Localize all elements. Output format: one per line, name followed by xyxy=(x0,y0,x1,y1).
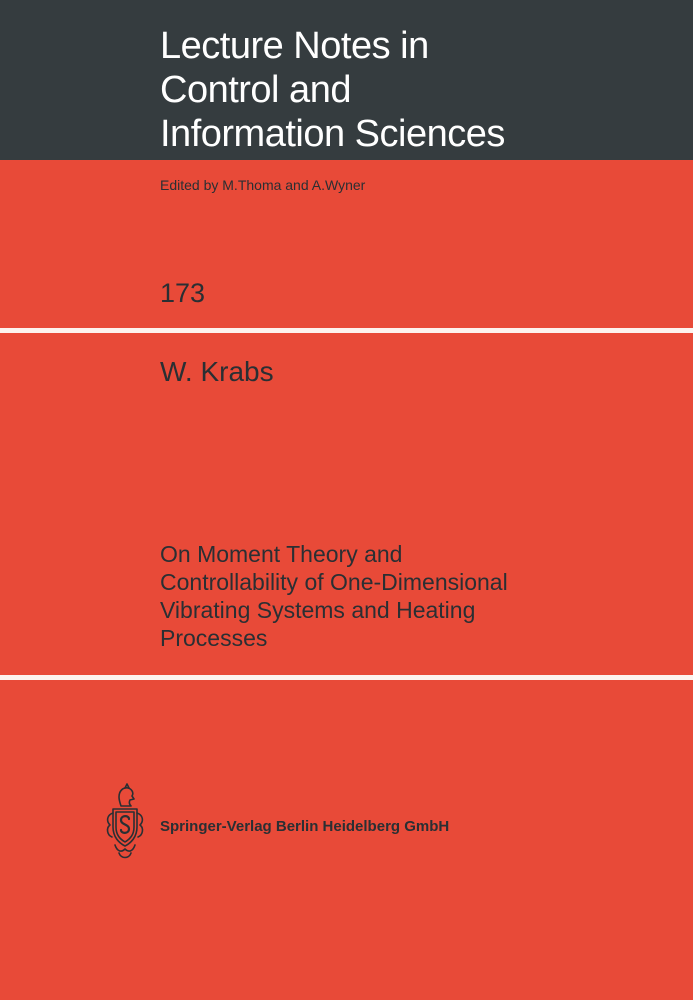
book-title-line: On Moment Theory and xyxy=(160,541,403,567)
book-title xyxy=(160,540,508,652)
series-title xyxy=(160,24,505,156)
book-title-line: Processes xyxy=(160,625,268,651)
series-editors: Edited by M.Thoma and A.Wyner xyxy=(160,177,366,193)
springer-knight-icon xyxy=(103,783,147,863)
series-header-band xyxy=(0,0,693,160)
volume-number: 173 xyxy=(160,278,206,308)
publisher-name: Springer-Verlag Berlin Heidelberg GmbH xyxy=(160,818,450,835)
book-title-line: Controllability of One-Dimensional xyxy=(160,569,508,595)
series-title-line: Control and xyxy=(160,69,351,111)
author-name: W. Krabs xyxy=(160,356,274,387)
divider-rule-bottom xyxy=(0,675,693,680)
divider-rule-top xyxy=(0,328,693,333)
series-title-line: Information Sciences xyxy=(160,113,505,155)
book-title-line: Vibrating Systems and Heating xyxy=(160,597,476,623)
series-title-line: Lecture Notes in xyxy=(160,25,429,67)
